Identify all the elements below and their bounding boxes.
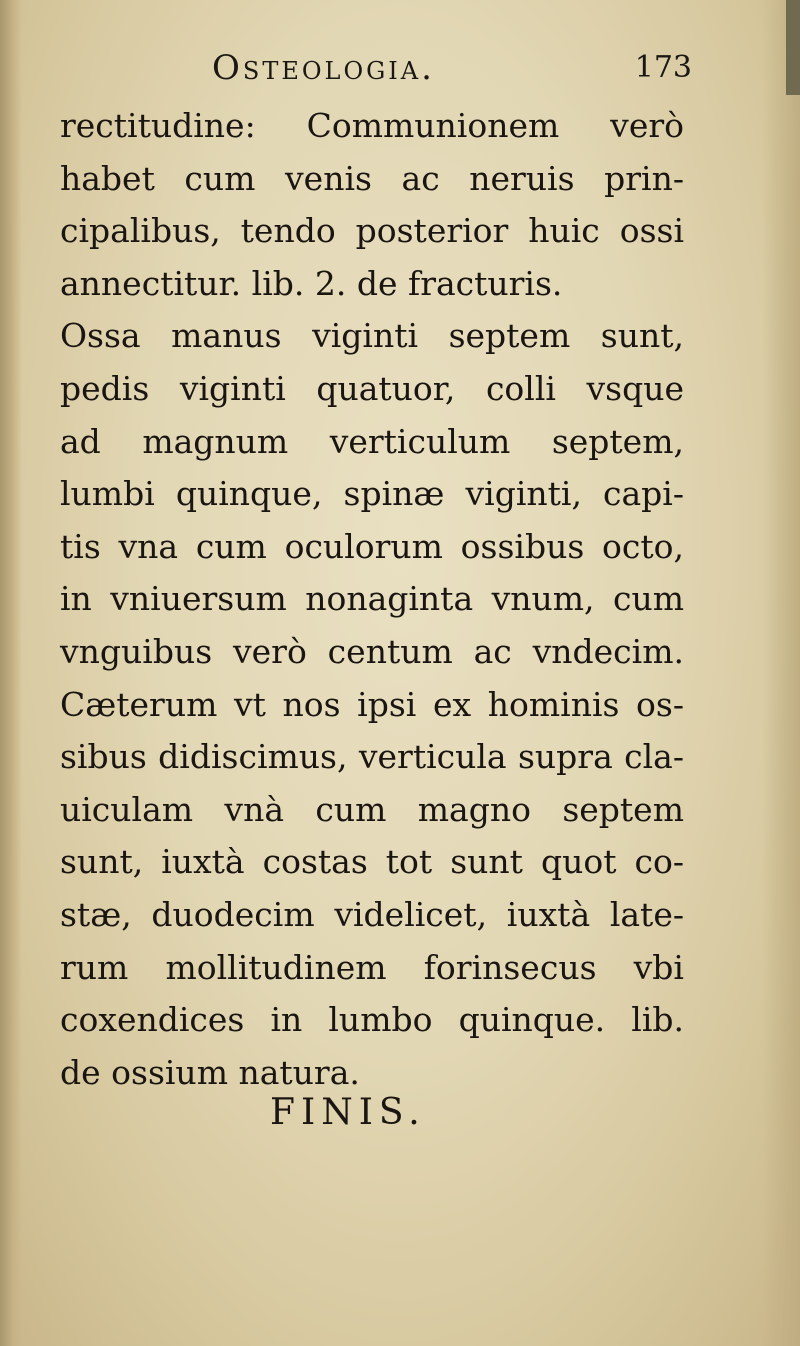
text-line: in vniuersum nonaginta vnum, cum: [60, 579, 684, 619]
text-line: coxendices in lumbo quinque. lib.: [60, 1000, 684, 1040]
running-title: Osteologia.: [212, 48, 435, 88]
text-line: de ossium natura.: [60, 1052, 360, 1092]
text-line: rum mollitudinem forinsecus vbi: [60, 947, 684, 987]
text-line: tis vna cum oculorum ossibus octo,: [60, 526, 684, 566]
text-line: pedis viginti quatuor, colli vsque: [60, 368, 684, 408]
body-text: [60, 100, 684, 1099]
text-line: habet cum venis ac neruis prin-: [60, 158, 684, 198]
text-line: annectitur. lib. 2. de fracturis.: [60, 263, 563, 303]
text-line: stæ, duodecim videlicet, iuxtà late-: [60, 894, 684, 934]
text-line: ad magnum verticulum septem,: [60, 421, 684, 461]
page-edge-shadow: [762, 0, 800, 1346]
running-header: [212, 48, 692, 92]
text-line: sibus didiscimus, verticula supra cla-: [60, 737, 684, 777]
page-gutter-shadow: [0, 0, 22, 1346]
text-line: vnguibus verò centum ac vndecim.: [60, 631, 684, 671]
text-line: lumbi quinque, spinæ viginti, capi-: [60, 474, 684, 514]
page-corner-tab: [786, 0, 800, 95]
text-line: rectitudine: Communionem verò: [60, 106, 684, 145]
finis-colophon: FINIS.: [270, 1092, 426, 1133]
text-line: Ossa manus viginti septem sunt,: [60, 316, 684, 356]
text-line: cipalibus, tendo posterior huic ossi: [60, 211, 684, 251]
text-line: uiculam vnà cum magno septem: [60, 789, 684, 829]
page-number: 173: [634, 50, 692, 85]
text-line: Cæterum vt nos ipsi ex hominis os-: [60, 684, 684, 724]
text-line: sunt, iuxtà costas tot sunt quot co-: [60, 842, 684, 882]
